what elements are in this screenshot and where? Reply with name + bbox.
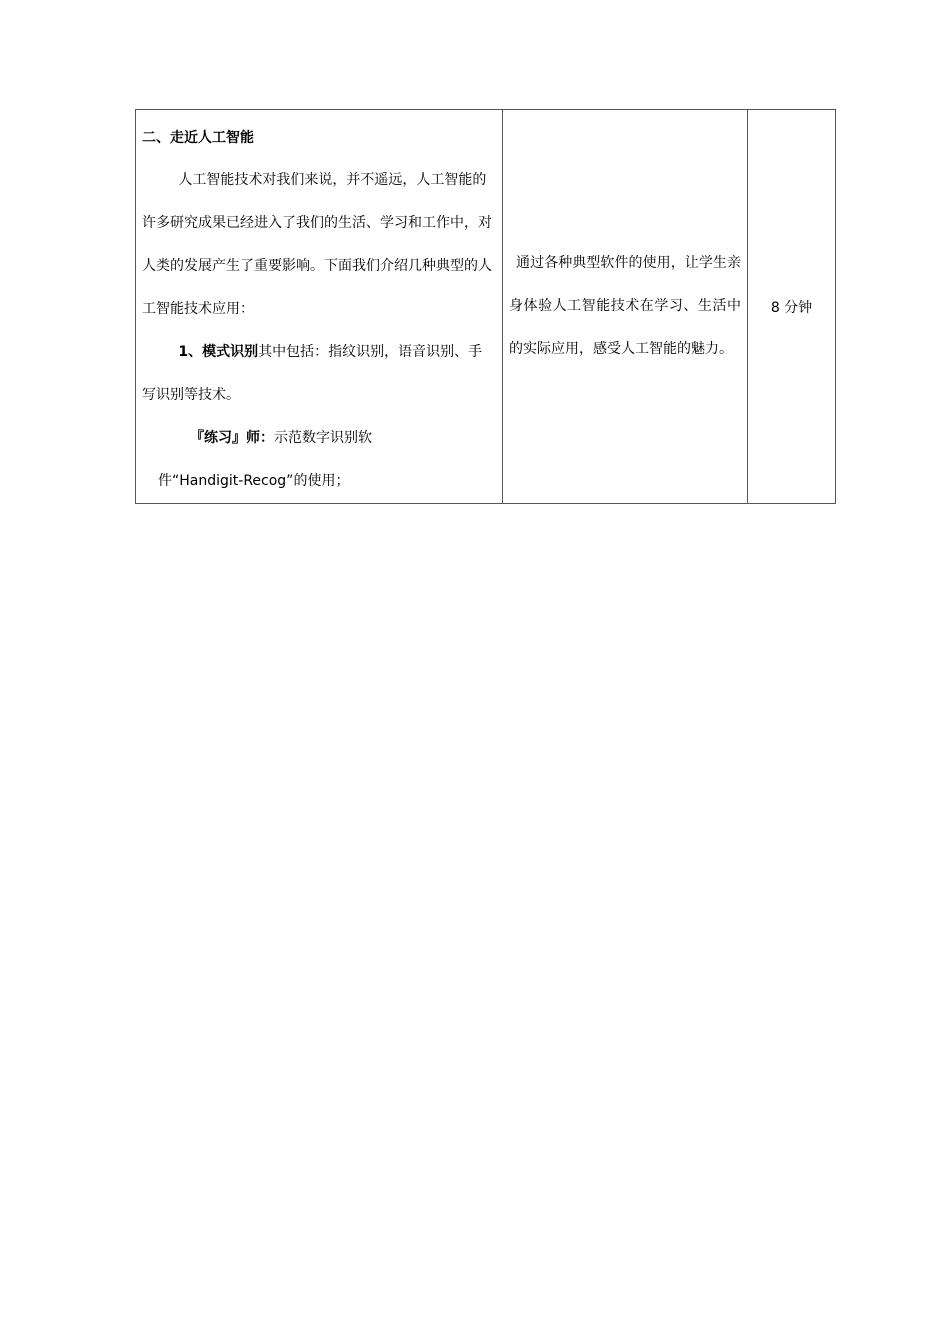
item-heading: 1、模式识别 <box>178 344 259 360</box>
teaching-content-cell <box>136 110 503 504</box>
table-row <box>136 110 836 504</box>
section-title: 二、走近人工智能 <box>142 130 254 146</box>
time-cell <box>748 110 836 504</box>
design-purpose-cell <box>503 110 748 504</box>
intro-paragraph: 人工智能技术对我们来说，并不遥远，人工智能的许多研究成果已经进入了我们的生活、学习和工作中，对人类的发展产生了重要影响。下面我们介绍几种典型的人工智能技术应用： <box>142 172 492 317</box>
time-text: 8 分钟 <box>770 300 813 316</box>
exercise-line <box>142 417 496 460</box>
lesson-plan-table <box>135 109 836 504</box>
software-line: 件“Handigit-Recog”的使用； <box>158 473 350 489</box>
exercise-text: 示范数字识别软 <box>274 430 372 446</box>
purpose-text: 通过各种典型软件的使用，让学生亲身体验人工智能技术在学习、生活中的实际应用，感受人工智能的魅力。 <box>509 255 741 357</box>
item-pattern-recognition <box>142 331 496 417</box>
exercise-label: 『练习』师： <box>190 430 274 446</box>
item-text: 其中包括：指纹识别，语音识别、手写识别等技术。 <box>142 344 483 403</box>
